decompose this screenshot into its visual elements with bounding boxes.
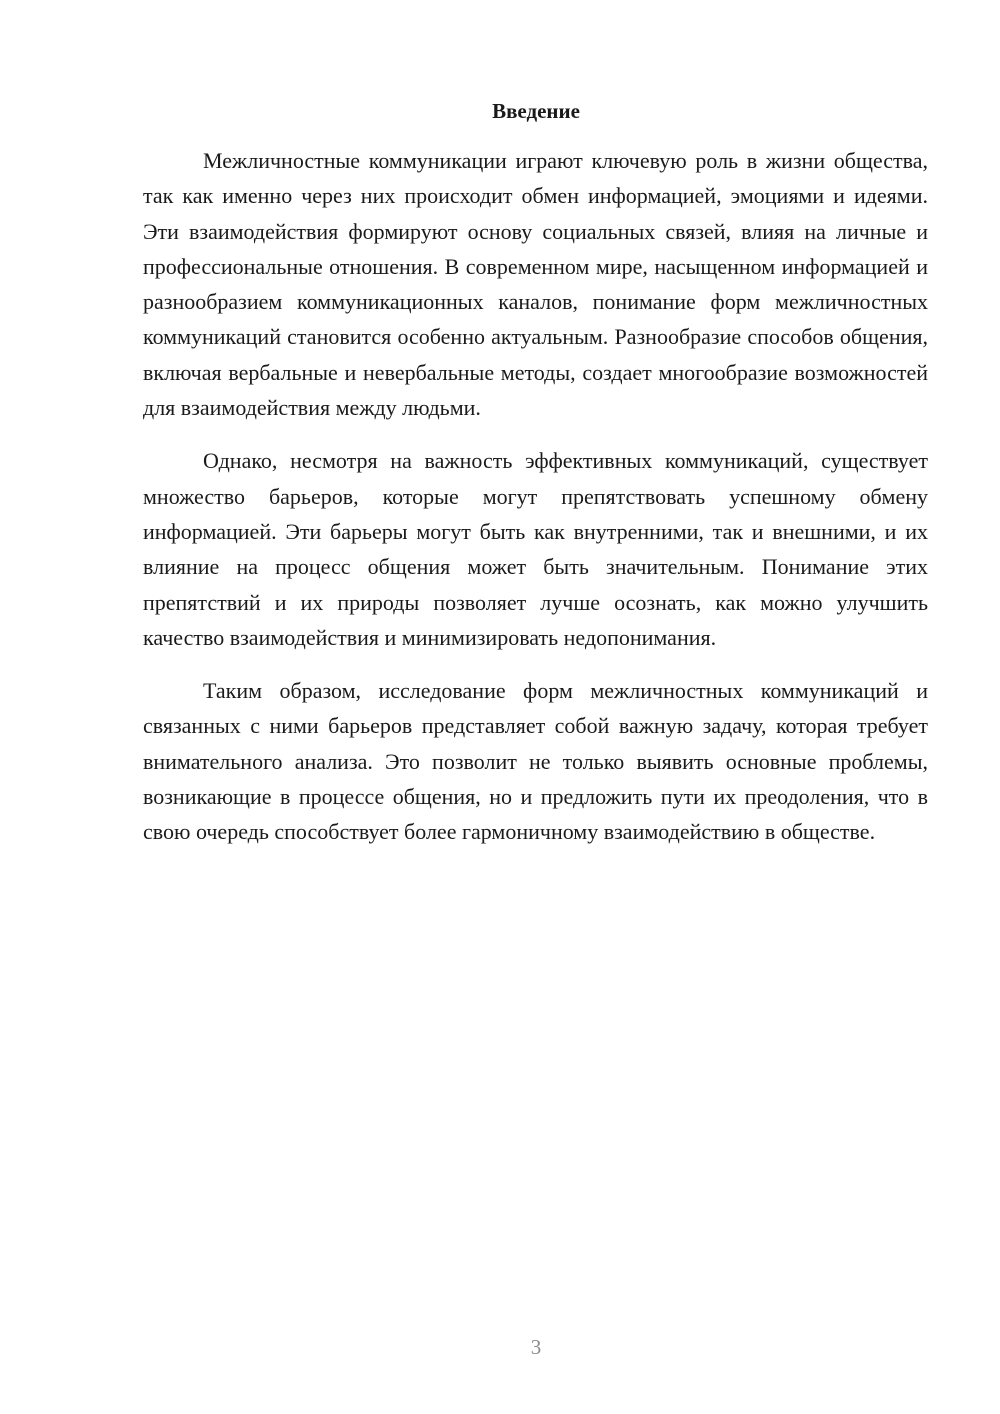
paragraph-2: Однако, несмотря на важность эффективных коммуникаций, существует множество барьеров, которые могут препятствовать успешному обмену информацией. Эти барьеры могут быть как внутренними, так и внешними, и их влияние на процесс общения может быть значительным. Понимание этих препятствий и их природы позволяет лучше осознать, как можно улучшить качество взаимодействия и минимизировать недопонимания. xyxy=(143,448,928,650)
page-number: 3 xyxy=(530,1335,542,1359)
paragraph-1: Межличностные коммуникации играют ключевую роль в жизни общества, так как именно через них происходит обмен информацией, эмоциями и идеями. Эти взаимодействия формируют основу социальных связей, влияя на личные и профессиональные отношения. В современном мире, насыщенном информацией и разнообразием коммуникационных каналов, понимание форм межличностных коммуникаций становится особенно актуальным. Разнообразие способов общения, включая вербальные и невербальные методы, создает многообразие возможностей для взаимодействия между людьми. xyxy=(143,148,928,421)
section-heading: Введение xyxy=(492,99,580,123)
body-text xyxy=(143,143,928,868)
paragraph-3: Таким образом, исследование форм межличностных коммуникаций и связанных с ними барьеров представляет собой важную задачу, которая требует внимательного анализа. Это позволит не только выявить основные проблемы, возникающие в процессе общения, но и предложить пути их преодоления, что в свою очередь способствует более гармоничному взаимодействию в обществе. xyxy=(143,678,928,845)
